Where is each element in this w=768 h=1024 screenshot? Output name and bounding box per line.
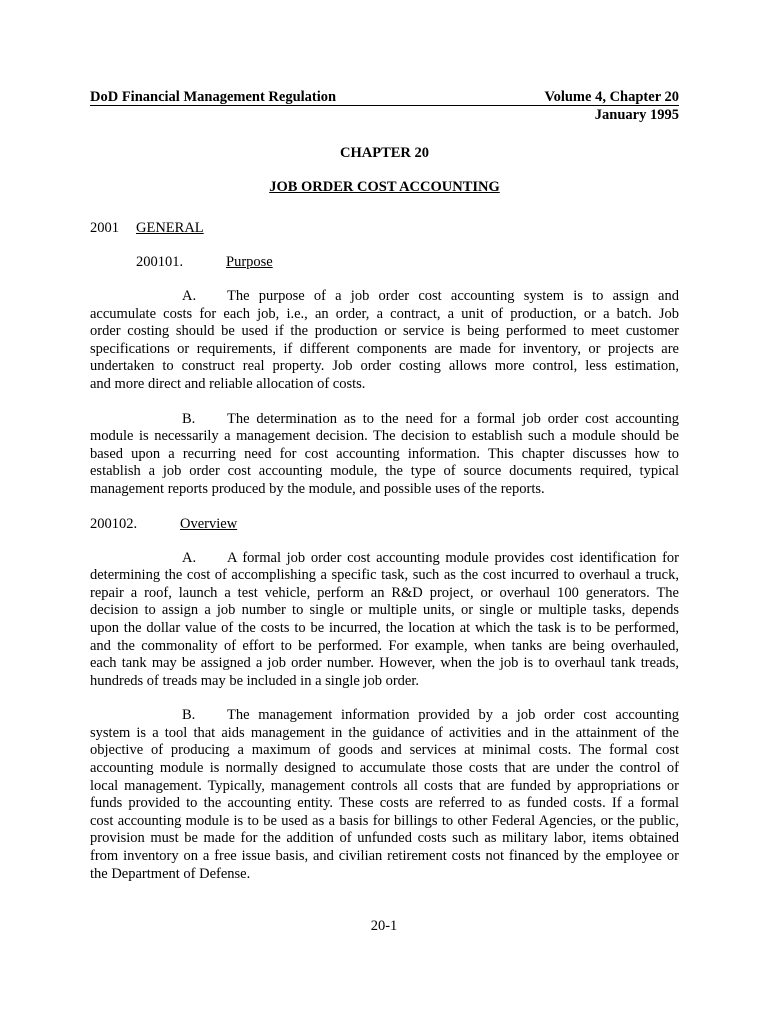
paragraph-line	[90, 585, 679, 603]
paragraph-text: hundreds of treads may be included in a single job order.	[90, 672, 419, 689]
paragraph-text: provision must be made for the addition of unfunded costs such as military labor, items obtained	[90, 830, 679, 847]
paragraph-text: The management information provided by a job order cost accounting	[227, 707, 679, 724]
overview-paragraphs	[90, 550, 679, 884]
running-header	[90, 89, 679, 125]
paragraph-text: module is necessarily a management decision. The decision to establish such a module should be	[90, 428, 679, 445]
paragraph	[90, 411, 679, 499]
paragraph-line	[90, 638, 679, 656]
paragraph-text: establish a job order cost accounting module, the type of source documents required, typical	[90, 463, 679, 480]
paragraph-text: accumulate costs for each job, i.e., an order, a contract, a unit of production, or a batch. Job	[90, 305, 679, 322]
paragraph-text: from inventory on a free issue basis, and civilian retirement costs not financed by the employee or	[90, 848, 679, 865]
paragraph-line	[90, 707, 679, 725]
paragraph-line	[90, 288, 679, 306]
section-title: GENERAL	[136, 220, 204, 236]
paragraph-line	[90, 463, 679, 481]
paragraph-line	[90, 341, 679, 359]
purpose-paragraphs	[90, 288, 679, 499]
subsection-title: Purpose	[226, 254, 273, 270]
paragraph-line	[90, 306, 679, 324]
paragraph-line	[90, 760, 679, 778]
paragraph-line	[90, 778, 679, 796]
paragraph-text: objective of producing a maximum of goods and services at minimal costs. The formal cost	[90, 742, 679, 759]
subsection-title: Overview	[180, 515, 238, 532]
chapter-title: JOB ORDER COST ACCOUNTING	[269, 179, 500, 195]
paragraph-line	[90, 481, 679, 499]
paragraph-line	[90, 376, 679, 394]
paragraph-line	[90, 428, 679, 446]
paragraph-text: accounting module is normally designed to accumulate those costs that are under the control of	[90, 760, 679, 777]
subsection-heading-purpose	[90, 254, 679, 271]
paragraph-line	[90, 813, 679, 831]
paragraph-text: local management. Typically, management controls all costs that are funded by appropriations or	[90, 777, 679, 794]
header-volume-chapter: Volume 4, Chapter 20	[544, 89, 679, 105]
paragraph-text: based upon a recurring need for cost accounting information. This chapter discusses how to	[90, 445, 679, 462]
paragraph-text: cost accounting module is to be used as a basis for billings to other Federal Agencies, or the public,	[90, 812, 679, 829]
paragraph-line	[90, 742, 679, 760]
paragraph-text: funds provided to the accounting entity. These costs are referred to as funded costs. If a formal	[90, 795, 679, 812]
paragraph-line	[90, 411, 679, 429]
paragraph-text: The purpose of a job order cost accounting system is to assign and	[227, 288, 679, 304]
section-number: 2001	[90, 220, 119, 236]
paragraph-label: A.	[182, 288, 197, 304]
paragraph-line	[90, 655, 679, 673]
paragraph-text: and more direct and reliable allocation of costs.	[90, 375, 366, 392]
paragraph-text: system is a tool that aids management in the guidance of activities and in the attainment of the	[90, 724, 679, 741]
page-number: 20-1	[370, 918, 398, 934]
header-date: January 1995	[594, 107, 679, 123]
paragraph-text: A formal job order cost accounting module provides cost identification for	[227, 549, 679, 566]
paragraph-text: management reports produced by the module, and possible uses of the reports.	[90, 480, 545, 497]
paragraph-text: and the commonality of effort to be performed. For example, when tanks are being overhauled,	[90, 637, 679, 654]
paragraph-line	[90, 550, 679, 568]
document-page	[90, 89, 679, 883]
paragraph-text: The determination as to the need for a formal job order cost accounting	[227, 410, 679, 427]
paragraph-line	[90, 830, 679, 848]
paragraph	[90, 707, 679, 883]
paragraph	[90, 550, 679, 691]
paragraph-label: A.	[182, 549, 197, 566]
paragraph-line	[90, 602, 679, 620]
paragraph	[90, 288, 679, 394]
paragraph-line	[90, 673, 679, 691]
paragraph-text: repair a roof, launch a test vehicle, perform an R&D project, or overhaul 100 generators. The	[90, 584, 679, 601]
subsection-heading-overview	[90, 516, 679, 533]
paragraph-text: decision to assign a job number to single or multiple units, or single or multiple tasks, depends	[90, 602, 679, 619]
paragraph-line	[90, 567, 679, 585]
paragraph-label: B.	[182, 410, 196, 427]
paragraph-line	[90, 446, 679, 464]
paragraph-line	[90, 725, 679, 743]
paragraph-text: determining the cost of accomplishing a specific task, such as the cost incurred to overhaul a truck,	[90, 567, 679, 584]
subsection-number: 200101.	[136, 254, 184, 270]
paragraph-text: each tank may be assigned a job order number. However, when the job is to overhaul tank treads,	[90, 655, 679, 672]
paragraph-text: the Department of Defense.	[90, 865, 251, 882]
paragraph-line	[90, 620, 679, 638]
paragraph-line	[90, 848, 679, 866]
section-heading	[90, 220, 679, 237]
paragraph-line	[90, 866, 679, 884]
paragraph-text: upon the dollar value of the costs to be incurred, the location at which the task is to be performed,	[90, 619, 679, 636]
paragraph-line	[90, 795, 679, 813]
chapter-number: CHAPTER 20	[339, 145, 430, 161]
paragraph-text: order costing should be used if the production or service is being performed to meet customer	[90, 323, 679, 340]
paragraph-label: B.	[182, 707, 196, 724]
header-regulation-title: DoD Financial Management Regulation	[90, 89, 337, 105]
subsection-number: 200102.	[90, 515, 138, 532]
paragraph-text: specifications or requirements, if different components are made for inventory, or projects are	[90, 340, 679, 357]
paragraph-line	[90, 358, 679, 376]
paragraph-text: undertaken to construct real property. Job order costing allows more control, less estimation,	[90, 358, 679, 375]
paragraph-line	[90, 323, 679, 341]
